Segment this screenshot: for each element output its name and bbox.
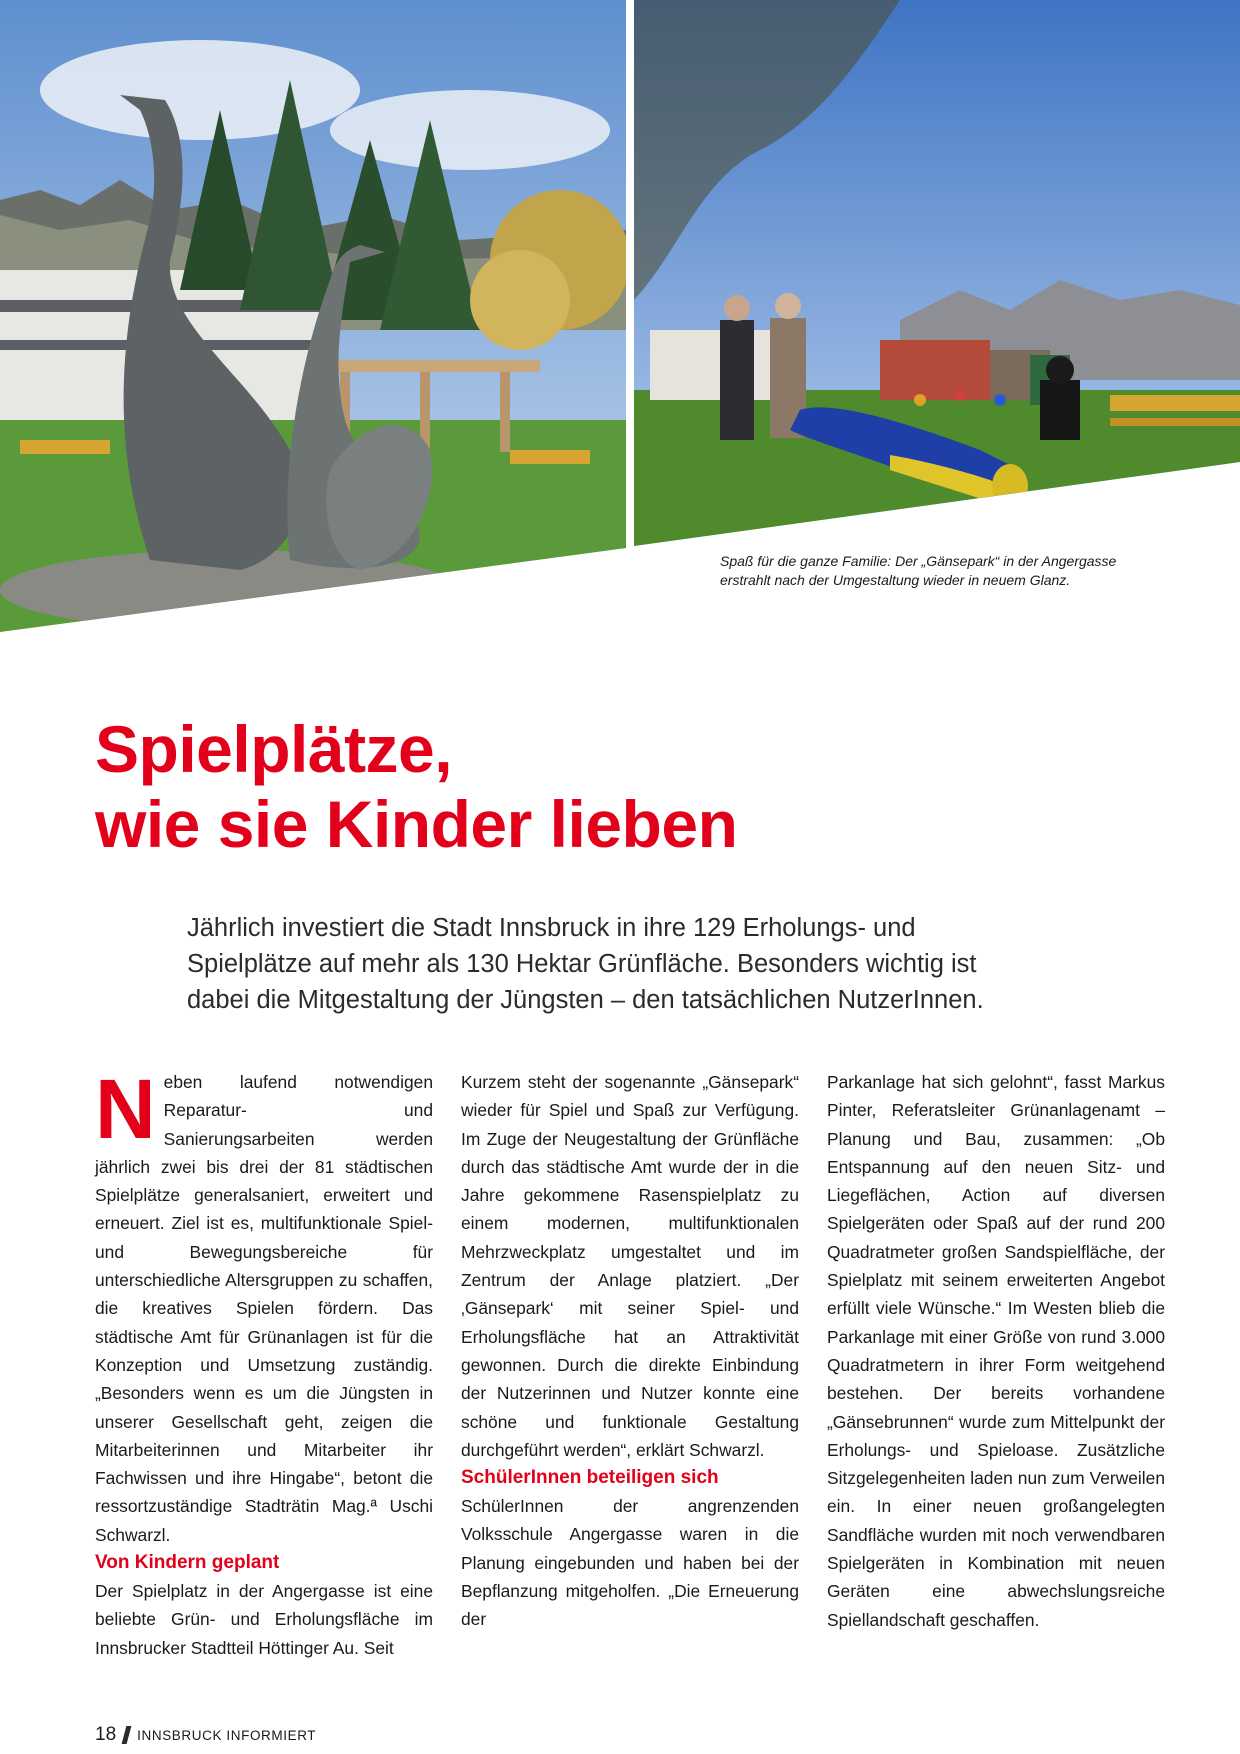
page-number: 18 [95,1724,117,1745]
body-paragraph-3-start: SchülerInnen der angrenzenden Volksschule Angergasse waren in die Planung eingebunden und haben bei der Bepflanzung mitgeholfen. „Die Erneuerung der [461,1496,799,1630]
photo-collage [0,0,1240,640]
body-paragraph-1 [95,1062,433,1549]
photo-credit: © M. FREINHOFER (2) [1128,468,1232,498]
drop-cap: N [95,1062,156,1156]
magazine-name: INNSBRUCK INFORMIERT [137,1727,317,1743]
photo-playground-family [634,0,1240,560]
headline-line-1: Spielplätze, [95,712,453,786]
headline-line-2: wie sie Kinder lieben [95,787,738,861]
body-paragraph-3-continued: Parkanlage hat sich gelohnt“, fasst Markus Pinter, Referatsleiter Grünanlagenamt – Planung und Bau, zusammen: „Ob Entspannung auf den neuen Sitz- und Liegeflächen, Action auf diversen Spielgeräten oder Spaß auf der rund 200 Quadratmeter großen Sandspielfläche, der Spielplatz mit seinem erweiterten Angebot erfüllt viele Wünsche.“ Im Westen blieb die Parkanlage mit einer Größe von rund 3.000 Quadratmetern in ihrer Form weitgehend bestehen. Der bereits vorhandene „Gänsebrunnen“ wurde zum Mittelpunkt der Erholungs- und Spieloase. Zusätzliche Sitzgelegenheiten laden nun zum Verweilen ein. In einer neuen großangelegten Sandfläche wurden mit noch verwendbaren Spielgeräten in Kombination mit neuen Geräten eine abwechslungsreiche Spiellandschaft geschaffen. [827,1072,1165,1630]
body-column-1 [95,1062,433,1662]
photo-band [0,0,1240,640]
body-column-2 [461,1068,799,1634]
body-column-3 [827,1068,1165,1634]
subheading-von-kindern-geplant: Von Kindern geplant [95,1552,280,1574]
body-paragraph-2-start: Der Spielplatz in der Angergasse ist eine beliebte Grün- und Erholungsfläche im Innsbrucker Stadtteil Höttinger Au. Seit [95,1581,433,1658]
footer-divider [122,1726,132,1744]
lead-paragraph: Jährlich investiert die Stadt Innsbruck in ihre 129 Erholungs- und Spielplätze auf mehr als 130 Hektar Grünfläche. Besonders wichtig ist dabei die Mitgestaltung der Jüngsten – den tatsächlichen NutzerInnen. [187,914,984,1014]
headline [95,712,737,862]
subheading-schuelerinnen-beteiligen-sich: SchülerInnen beteiligen sich [461,1467,719,1489]
photo-geese-statue [0,0,630,640]
photo-caption: Spaß für die ganze Familie: Der „Gänsepark“ in der Angergasse erstrahlt nach der Umgestaltung wieder in neuem Glanz. [720,553,1117,588]
page-footer [95,1724,316,1746]
body-paragraph-1-text: eben laufend notwendigen Reparatur- und Sanierungsarbeiten werden jährlich zwei bis drei der 81 städtischen Spielplätze generalsaniert, erweitert und erneuert. Ziel ist es, multifunktionale Spiel- und Bewegungsbereiche für unterschiedliche Altersgruppen zu schaffen, die kreatives Spielen fördern. Das städtische Amt für Grünanlagen ist für die Konzeption und Umsetzung zuständig. „Besonders wenn es um die Jüngsten in unserer Gesellschaft geht, zeigen die Mitarbeiterinnen und Mitarbeiter ihr Fachwissen und ihre Hingabe“, betont die ressortzuständige Stadträtin Mag.ª Uschi Schwarzl. [95,1072,433,1545]
body-paragraph-2-continued: Kurzem steht der sogenannte „Gänsepark“ wieder für Spiel und Spaß zur Verfügung. Im Zuge der Neugestaltung der Grünfläche durch das städtische Amt wurde der in die Jahre gekommene Rasenspielplatz zu einem modernen, multifunktionalen Mehrzweckplatz umgestaltet und im Zentrum der Anlage platziert. „Der ‚Gänsepark‘ mit seiner Spiel- und Erholungsfläche hat an Attraktivität gewonnen. Durch die direkte Einbindung der Nutzerinnen und Nutzer konnte eine schöne und funktionale Gestaltung durchgeführt werden“, erklärt Schwarzl. [461,1072,799,1460]
